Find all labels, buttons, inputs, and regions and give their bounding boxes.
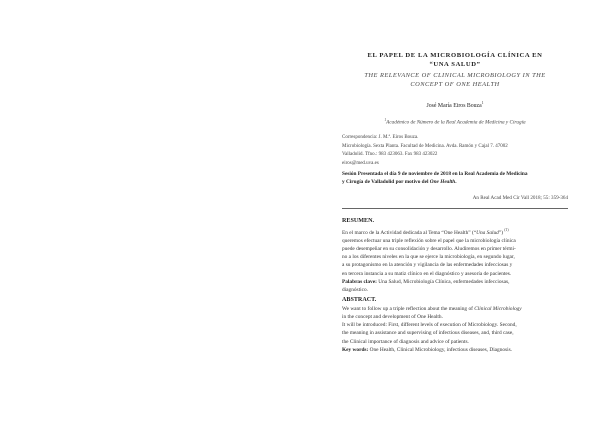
abstract-keywords-text: One Health, Clinical Microbiology, infectious diseases, Diagnosis. (368, 346, 513, 353)
citation: An Real Acad Med Cir Vall 2018; 55: 359-364 (472, 195, 568, 201)
correspondence (342, 134, 568, 168)
correspondence-line1: Correspondencia: J. M.ª. Eiros Bouza. (342, 135, 419, 140)
resumen-line1-a: En el marco de la Actividad dedicada al Tema “One Health” (“ (342, 229, 477, 236)
title-english-line2: CONCEPT OF ONE HEALTH (410, 80, 500, 88)
abstract-line1 (342, 305, 568, 313)
resumen-line1-b: ”) (498, 229, 505, 236)
session-note (342, 170, 568, 187)
title-spanish-line2: “UNA SALUD” (429, 60, 481, 68)
resumen-keywords (342, 278, 568, 286)
session-line2-suffix: . (455, 179, 457, 186)
abstract-line5: the Clinical importance of diagnosis and advice of patients. (342, 338, 469, 345)
abstract-line4: the meaning in assistance and supervising of infectious diseases, and, third case, (342, 330, 514, 337)
correspondence-line3: Valladolid. Tfno.: 983 423063. Fax 983 423022 (342, 152, 438, 158)
abstract-line2: in the concept and development of One Health. (342, 314, 443, 321)
session-line2 (342, 178, 568, 186)
abstract-keywords-label: Key words: (342, 346, 369, 353)
resumen-keywords-text: Una Salud, Microbiología Clínica, enfermedades infecciosas, (376, 278, 510, 285)
session-line1: Sesión Presentada el día 9 de noviembre de 2018 en la Real Academia de Medicina (342, 171, 528, 177)
correspondence-email[interactable]: eiros@med.uva.es (342, 160, 379, 166)
title-spanish (342, 52, 568, 69)
resumen-line1 (342, 226, 568, 237)
abstract-body (342, 305, 568, 354)
resumen-line2: queremos efectuar una triple reflexión sobre el papel que la microbiología clínica (342, 237, 516, 244)
abstract-line3: It will be introduced: First, different levels of execution of Microbiology. Second, (342, 322, 517, 329)
resumen-keywords-line2: diagnóstico. (342, 286, 368, 293)
abstract-heading: ABSTRACT. (342, 297, 377, 303)
resumen-line1-italic: Una Salud (476, 229, 499, 236)
resumen-body (342, 226, 568, 294)
resumen-heading: RESUMEN. (342, 218, 374, 224)
author-superscript: 1 (481, 101, 484, 105)
resumen-reference-sup: (1) (504, 228, 509, 232)
abstract-line1-a: We want to follow up a triple reflection about the meaning of (342, 306, 475, 312)
resumen-keywords-label: Palabras clave: (342, 278, 377, 285)
session-line2-italic: One Health (429, 179, 456, 186)
author-name: José María Eiros Bouza (426, 102, 482, 109)
affiliation-text: Académico de Número de la Real Academia de Medicina y Cirugía (386, 119, 526, 126)
title-spanish-line1: EL PAPEL DE LA MICROBIOLOGÍA CLÍNICA EN (367, 52, 543, 59)
section-divider (342, 208, 568, 209)
session-line2-prefix: y Cirugía de Valladolid por motivo del (342, 179, 430, 186)
title-english (342, 72, 568, 89)
affiliation-superscript: 1 (384, 118, 387, 122)
title-english-line1: THE RELEVANCE OF CLINICAL MICROBIOLOGY IN THE (364, 72, 546, 79)
resumen-line6: en tercera instancia a su matiz clínico en el diagnóstico y asesoría de pacientes. (342, 270, 512, 277)
affiliation (342, 118, 568, 126)
resumen-line5: a su protagonismo en la atención y vigilancia de las enfermedades infecciosas y (342, 262, 513, 269)
abstract-line1-italic: Clinical Microbiology (474, 306, 522, 312)
correspondence-line2: Microbiología. Sexta Planta. Facultad de Medicina. Avda. Ramón y Cajal 7. 47002 (342, 143, 508, 149)
resumen-line3: puede desempeñar en su consolidación y desarrollo. Aludiremos en primer térmi- (342, 246, 516, 253)
author (342, 101, 568, 109)
resumen-line4: no a los diferentes niveles en la que se ejerce la microbiología, en segundo lugar, (342, 254, 515, 261)
abstract-keywords (342, 346, 568, 354)
